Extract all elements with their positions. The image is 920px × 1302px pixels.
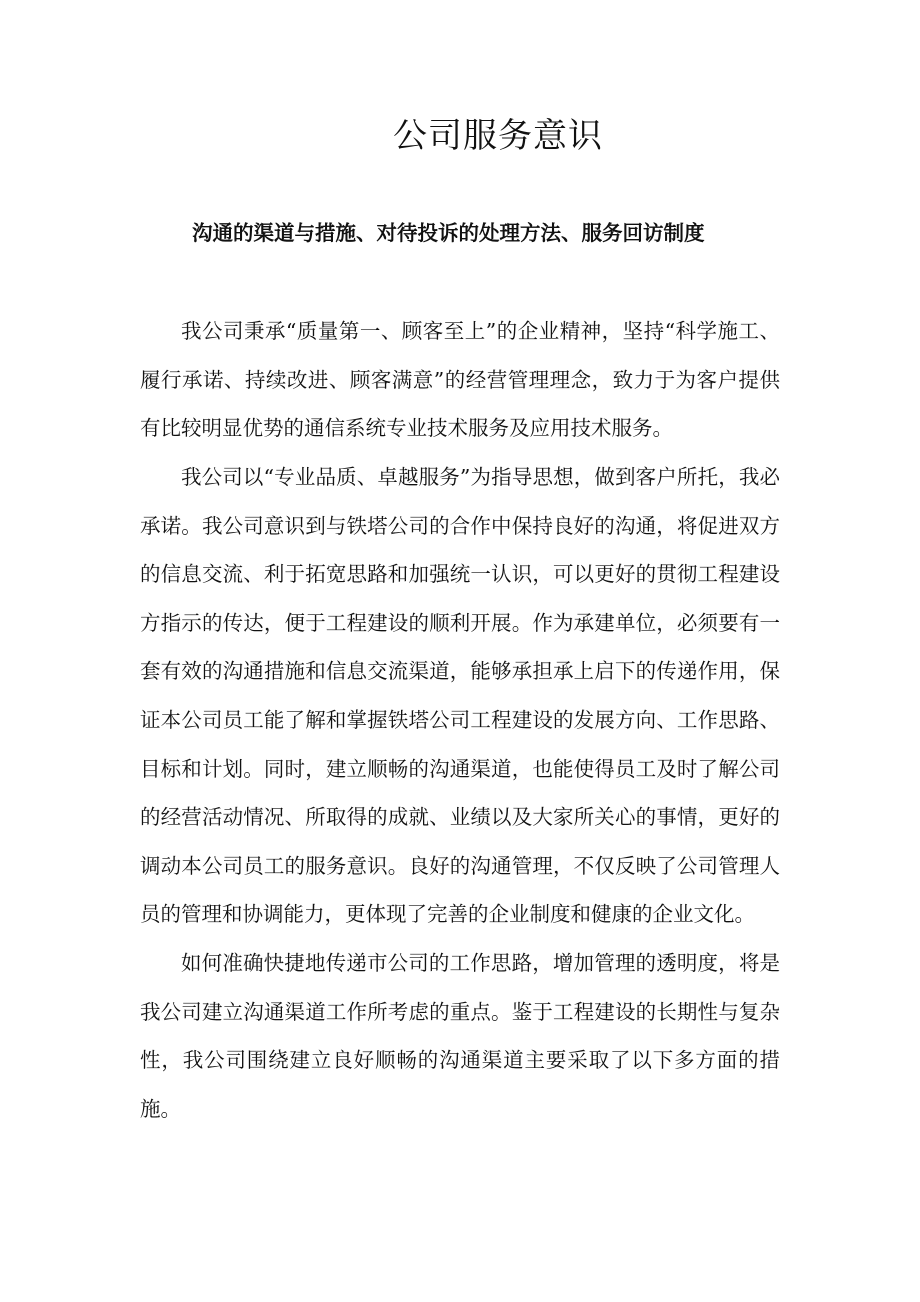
document-subtitle: 沟通的渠道与措施、对待投诉的处理方法、服务回访制度 <box>192 221 705 245</box>
body-paragraph: 如何准确快捷地传递市公司的工作思路，增加管理的透明度，将是我公司建立沟通渠道工作所考虑的重点。鉴于工程建设的长期性与复杂性，我公司围绕建立良好顺畅的沟通渠道主要采取了以下多方面的措施。 <box>140 951 780 1121</box>
document-body <box>140 307 780 1133</box>
body-paragraph: 我公司以“专业品质、卓越服务”为指导思想，做到客户所托，我必承诺。我公司意识到与铁塔公司的合作中保持良好的沟通，将促进双方的信息交流、利于拓宽思路和加强统一认识，可以更好的贯彻工程建设方指示的传达，便于工程建设的顺利开展。作为承建单位，必须要有一套有效的沟通措施和信息交流渠道，能够承担承上启下的传递作用，保证本公司员工能了解和掌握铁塔公司工程建设的发展方向、工作思路、目标和计划。同时，建立顺畅的沟通渠道，也能使得员工及时了解公司的经营活动情况、所取得的成就、业绩以及大家所关心的事情，更好的调动本公司员工的服务意识。良好的沟通管理，不仅反映了公司管理人员的管理和协调能力，更体现了完善的企业制度和健康的企业文化。 <box>140 465 780 927</box>
body-paragraph: 我公司秉承“质量第一、顾客至上”的企业精神，坚持“科学施工、履行承诺、持续改进、顾客满意”的经营管理理念，致力于为客户提供有比较明显优势的通信系统专业技术服务及应用技术服务。 <box>140 319 780 441</box>
document-title: 公司服务意识 <box>393 116 603 156</box>
